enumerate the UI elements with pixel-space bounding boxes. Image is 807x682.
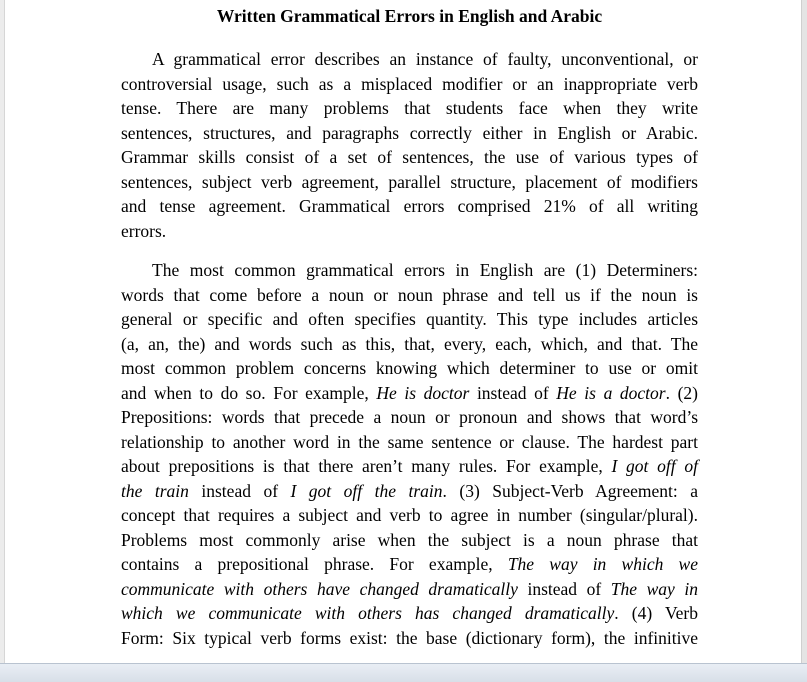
- example-italic: communicate with others have changed dramatically: [121, 578, 518, 599]
- example-italic: which we communicate with others has changed dramatically: [121, 603, 615, 623]
- paragraph-2-line: general or specific and often specifies quantity. This type includes articles: [121, 309, 698, 329]
- paragraph-2-line: [121, 479, 698, 504]
- paragraph-2-line: [121, 601, 698, 626]
- text-run: . (4) Verb: [614, 603, 698, 623]
- example-italic: I got off the train: [290, 480, 443, 501]
- text-run: . (3) Subject-Verb Agreement: a: [442, 480, 698, 501]
- paragraph-2-line: relationship to another word in the same sentence or clause. The hardest part: [121, 431, 698, 452]
- text-run: instead of: [517, 578, 611, 599]
- paragraph-2-line: [121, 381, 698, 406]
- example-italic: He is a doctor: [556, 382, 666, 403]
- paragraph-2-line: Problems most commonly arise when the subject is a noun phrase that: [121, 529, 698, 550]
- paragraph-1-line: and tense agreement. Grammatical errors comprised 21% of all writing: [121, 196, 698, 216]
- example-italic: I got off of: [611, 456, 698, 476]
- page-left-edge: [0, 0, 5, 663]
- paragraph-2-line: words that come before a noun or noun phrase and tell us if the noun is: [121, 284, 698, 305]
- scrollbar-edge[interactable]: [801, 0, 807, 663]
- text-run: about prepositions is that there aren’t many rules. For example,: [121, 456, 612, 476]
- example-italic: The way in which we: [507, 554, 698, 574]
- paragraph-1-line: sentences, structures, and paragraphs correctly either in English or Arabic.: [121, 122, 698, 143]
- text-run: instead of: [469, 382, 557, 403]
- paragraph-2-line: The most common grammatical errors in English are (1) Determiners:: [152, 260, 698, 280]
- example-italic: the train: [121, 480, 189, 501]
- document-title: Written Grammatical Errors in English and Arabic: [216, 6, 603, 26]
- paragraph-1-line: Grammar skills consist of a set of sentences, the use of various types of: [121, 147, 698, 167]
- paragraph-1-line: controversial usage, such as a misplaced modifier or an inappropriate verb: [121, 73, 698, 94]
- paragraph-1-line: errors.: [121, 220, 167, 241]
- text-run: . (2): [665, 382, 698, 403]
- paragraph-2-line: [121, 577, 698, 602]
- paragraph-2-line: concept that requires a subject and verb to agree in number (singular/plural).: [121, 505, 698, 525]
- paragraph-2-line: [121, 454, 698, 479]
- paragraph-1-line: A grammatical error describes an instance of faulty, unconventional, or: [152, 49, 698, 69]
- paragraph-1-line: tense. There are many problems that students face when they write: [121, 98, 698, 118]
- paragraph-2-line: Form: Six typical verb forms exist: the base (dictionary form), the infinitive: [121, 627, 698, 648]
- text-run: instead of: [188, 480, 291, 501]
- paragraph-2-line: most common problem concerns knowing which determiner to use or omit: [121, 358, 698, 378]
- paragraph-2-line: Prepositions: words that precede a noun or pronoun and shows that word’s: [121, 407, 698, 427]
- example-italic: He is doctor: [376, 382, 470, 403]
- text-run: and when to do so. For example,: [121, 382, 377, 403]
- paragraph-2-line: [121, 552, 698, 577]
- paragraph-2-line: (a, an, the) and words such as this, that, every, each, which, and that. The: [121, 333, 698, 354]
- example-italic: The way in: [610, 578, 698, 599]
- text-run: contains a prepositional phrase. For example,: [121, 554, 508, 574]
- window-status-bar: [0, 663, 807, 682]
- paragraph-1-line: sentences, subject verb agreement, parallel structure, placement of modifiers: [121, 171, 698, 192]
